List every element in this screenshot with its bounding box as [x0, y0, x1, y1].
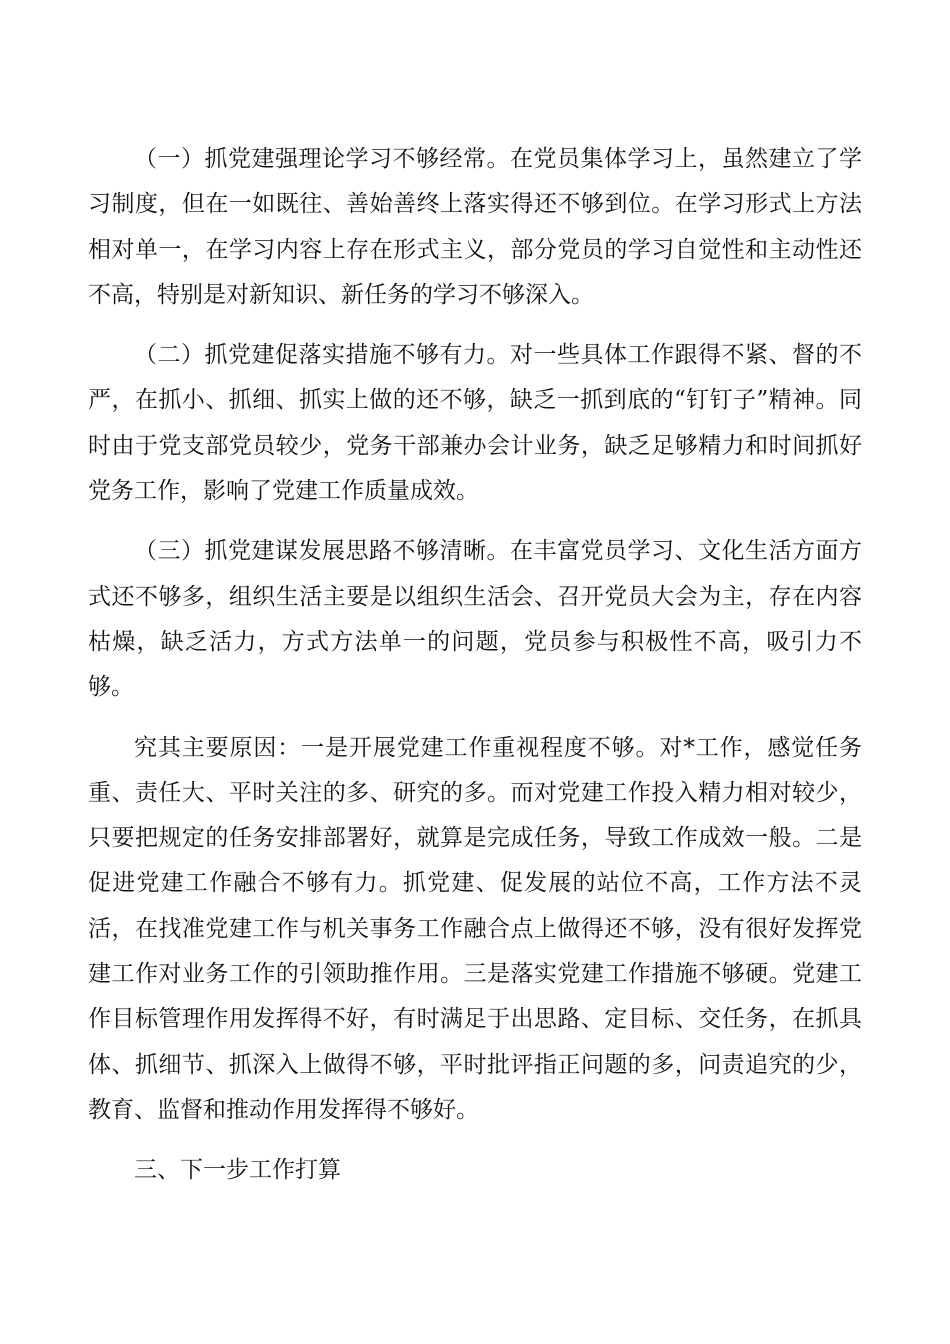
document-body — [88, 137, 862, 1194]
paragraph-development-ideas: （三）抓党建谋发展思路不够清晰。在丰富党员学习、文化生活方面方式还不够多，组织生活主要是以组织生活会、召开党员大会为主，存在内容枯燥，缺乏活力，方式方法单一的问题，党员参与积极性不高，吸引力不够。 — [88, 538, 862, 701]
paragraph-theory-study: （一）抓党建强理论学习不够经常。在党员集体学习上，虽然建立了学习制度，但在一如既往、善始善终上落实得还不够到位。在学习形式上方法相对单一，在学习内容上存在形式主义，部分党员的学习自觉性和主动性还不高，特别是对新知识、新任务的学习不够深入。 — [88, 146, 862, 308]
section-heading-next-steps: 三、下一步工作打算 — [134, 1157, 341, 1184]
paragraph-implementation-measures: （二）抓党建促落实措施不够有力。对一些具体工作跟得不紧、督的不严，在抓小、抓细、抓实上做的还不够，缺乏一抓到底的“钉钉子”精神。同时由于党支部党员较少，党务干部兼办会计业务，缺乏足够精力和时间抓好党务工作，影响了党建工作质量成效。 — [88, 342, 862, 505]
paragraph-main-reasons: 究其主要原因：一是开展党建工作重视程度不够。对*工作，感觉任务重、责任大、平时关注的多、研究的多。而对党建工作投入精力相对较少，只要把规定的任务安排部署好，就算是完成任务，导致工作成效一般。二是促进党建工作融合不够有力。抓党建、促发展的站位不高，工作方法不灵活，在找准党建工作与机关事务工作融合点上做得还不够，没有很好发挥党建工作对业务工作的引领助推作用。三是落实党建工作措施不够硬。党建工作目标管理作用发挥得不好，有时满足于出思路、定目标、交任务，在抓具体、抓细节、抓深入上做得不够，平时批评指正问题的多，问责追究的少，教育、监督和推动作用发挥得不够好。 — [88, 734, 862, 1123]
